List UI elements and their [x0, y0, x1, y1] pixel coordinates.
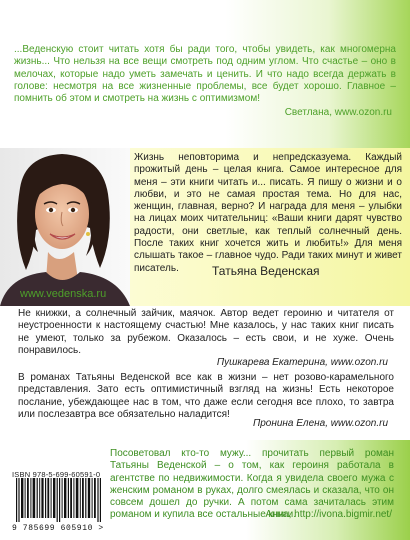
review-1-text: Не книжки, а солнечный зайчик, маячок. Автор ведет героиню и читателя от неустроенности к настоящему счастью! Мне казалось, у нас таких книг писать не умеют, только за рубежом. Оказалось – есть свои, и не хуже. Очень понравилось. [18, 308, 394, 356]
author-website-link[interactable]: www.vedenska.ru [20, 288, 107, 300]
review-2-text: В романах Татьяны Веденской все как в жизни – нет розово-карамельного представления. Зато есть оптимистичный взгляд на жизнь! Есть некоторое послание, убеждающее нас в том, что даже если сегодня все плохо, то завтра или послезавтра все обязательно наладится! [18, 372, 394, 420]
top-review-quote: ...Веденскую стоит читать хотя бы ради того, чтобы увидеть, как многомерна жизнь... Что нельзя на все вещи смотреть под одним углом. Что счастье – оно в мелочах, которые надо уметь замечать и ценить. И что надо всегда держать в голове: несмотря на все жизненные проблемы, все будет хорошо. Главное – помнить об этом и смотреть на жизнь с оптимизмом! [14, 44, 396, 105]
review-1-signature: Пушкарева Екатерина, www.ozon.ru [216, 357, 388, 368]
barcode-digits: 9 785699 605910 > [12, 524, 104, 533]
review-2-signature: Пронина Елена, www.ozon.ru [252, 418, 388, 429]
bottom-review-signature: Анна, http://ivona.bigmir.net/ [265, 509, 392, 520]
top-review-signature: Светлана, www.ozon.ru [284, 107, 392, 118]
author-portrait [0, 148, 130, 306]
bottom-review-quote: Посоветовал кто-то мужу... прочитать первый роман Татьяны Веденской – о том, как героиня работала в агентстве по недвижимости. Когда я увидела своего мужа с женским романом в руках, долго смеялась и сказала, что он совсем дошел до ручки. А потом сама зачиталась этим романом и купила все остальные книги. [110, 448, 394, 521]
isbn-label: ISBN 978-5-699-60591-0 [12, 470, 101, 479]
author-statement: Жизнь неповторима и непредсказуема. Каждый прожитый день – целая книга. Самое интересное для меня – эти книги читать и... писать. Я пишу о жизни и о любви, и это не самая простая тема. Но для нас, женщин, главная, верно? И наградa для меня – улыбки на лицах моих читательниц: «Ваши книги дарят чувство радости, они светлые, как теплый солнечный день. После таких книг хочется жить и любить!» Для меня слышать такое – главное чудо. Ради таких минут и живет писатель. [134, 152, 402, 274]
author-name: Татьяна Веденская [212, 264, 320, 278]
